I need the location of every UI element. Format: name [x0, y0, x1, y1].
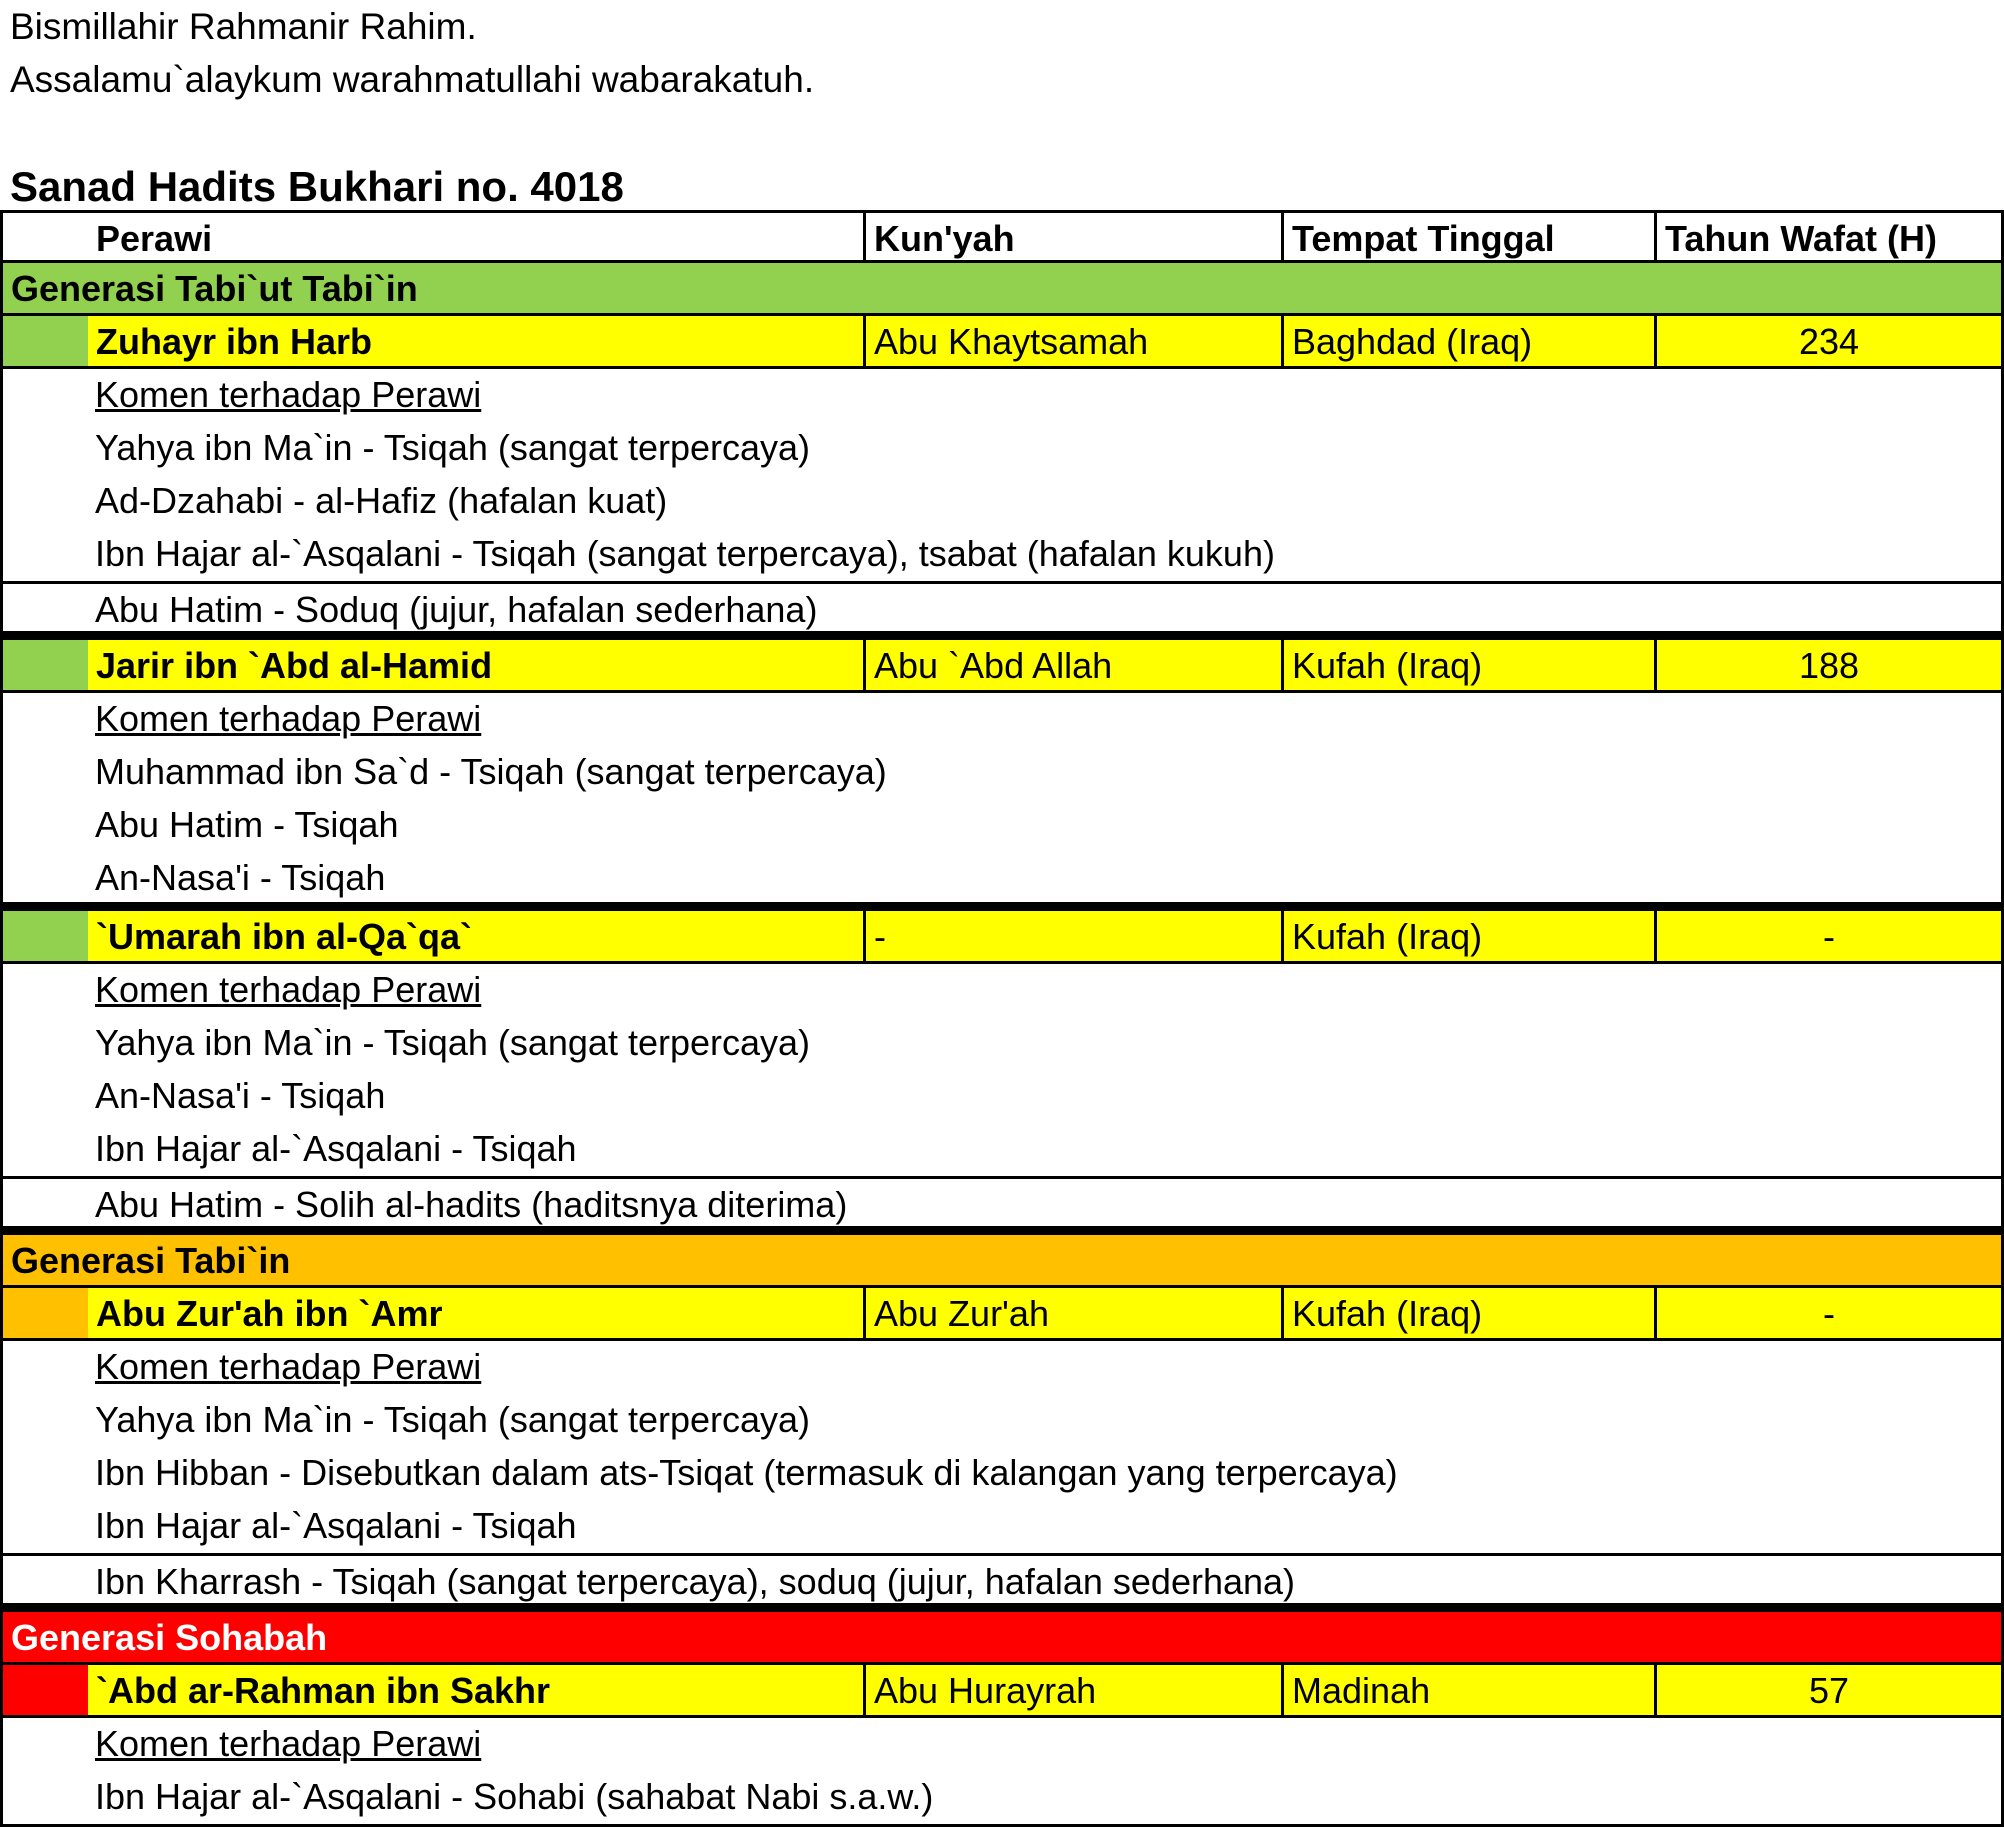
column-header-kunyah: Kun'yah — [863, 213, 1281, 260]
narrator-row — [0, 316, 2004, 369]
narrator-name: Zuhayr ibn Harb — [88, 316, 863, 366]
narrator-tempat: Kufah (Iraq) — [1281, 640, 1654, 690]
narrator-tempat: Kufah (Iraq) — [1281, 1288, 1654, 1338]
narrator-wafat: - — [1654, 911, 2001, 961]
narrator-wafat: - — [1654, 1288, 2001, 1338]
narrator-name: Jarir ibn `Abd al-Hamid — [88, 640, 863, 690]
comment-line: An-Nasa'i - Tsiqah — [0, 1070, 2004, 1123]
narrator-name: `Abd ar-Rahman ibn Sakhr — [88, 1665, 863, 1715]
narrator-name: Abu Zur'ah ibn `Amr — [88, 1288, 863, 1338]
sanad-table — [0, 210, 2004, 1827]
narrator-wafat: 57 — [1654, 1665, 2001, 1715]
comment-line: Abu Hatim - Tsiqah — [0, 799, 2004, 852]
comment-line: Ibn Hajar al-`Asqalani - Tsiqah — [0, 1500, 2004, 1553]
comment-line: Yahya ibn Ma`in - Tsiqah (sangat terpercaya) — [0, 1394, 2004, 1447]
comment-line: Abu Hatim - Soduq (jujur, hafalan sederhana) — [0, 581, 2004, 640]
comment-line: Yahya ibn Ma`in - Tsiqah (sangat terpercaya) — [0, 422, 2004, 475]
intro-line-1: Bismillahir Rahmanir Rahim. — [10, 6, 477, 47]
comment-line: Yahya ibn Ma`in - Tsiqah (sangat terpercaya) — [0, 1017, 2004, 1070]
comment-heading: Komen terhadap Perawi — [0, 1718, 2004, 1771]
narrator-tempat: Baghdad (Iraq) — [1281, 316, 1654, 366]
narrator-kunyah: Abu Khaytsamah — [863, 316, 1281, 366]
table-header-row — [0, 210, 2004, 263]
comment-heading: Komen terhadap Perawi — [0, 693, 2004, 746]
page-title: Sanad Hadits Bukhari no. 4018 — [10, 163, 624, 210]
comment-line: Abu Hatim - Solih al-hadits (haditsnya diterima) — [0, 1176, 2004, 1235]
generation-header: Generasi Tabi`in — [0, 1235, 2004, 1288]
narrator-row — [0, 911, 2004, 964]
column-header-perawi: Perawi — [96, 218, 213, 259]
column-header-wafat: Tahun Wafat (H) — [1654, 213, 2001, 260]
comment-line: Ad-Dzahabi - al-Hafiz (hafalan kuat) — [0, 475, 2004, 528]
comment-line: Muhammad ibn Sa`d - Tsiqah (sangat terpercaya) — [0, 746, 2004, 799]
narrator-kunyah: - — [863, 911, 1281, 961]
comment-heading: Komen terhadap Perawi — [0, 369, 2004, 422]
narrator-name: `Umarah ibn al-Qa`qa` — [88, 911, 863, 961]
narrator-tempat: Madinah — [1281, 1665, 1654, 1715]
comment-line: Ibn Hajar al-`Asqalani - Tsiqah (sangat terpercaya), tsabat (hafalan kukuh) — [0, 528, 2004, 581]
generation-header: Generasi Tabi`ut Tabi`in — [0, 263, 2004, 316]
comment-heading: Komen terhadap Perawi — [0, 964, 2004, 1017]
comment-heading: Komen terhadap Perawi — [0, 1341, 2004, 1394]
narrator-row — [0, 1665, 2004, 1718]
narrator-row — [0, 640, 2004, 693]
narrator-row — [0, 1288, 2004, 1341]
generation-marker — [3, 316, 88, 366]
narrator-kunyah: Abu `Abd Allah — [863, 640, 1281, 690]
narrator-kunyah: Abu Zur'ah — [863, 1288, 1281, 1338]
narrator-wafat: 188 — [1654, 640, 2001, 690]
comment-line: Ibn Hibban - Disebutkan dalam ats-Tsiqat (termasuk di kalangan yang terpercaya) — [0, 1447, 2004, 1500]
narrator-tempat: Kufah (Iraq) — [1281, 911, 1654, 961]
generation-header: Generasi Sohabah — [0, 1612, 2004, 1665]
generation-marker — [3, 911, 88, 961]
comment-line: An-Nasa'i - Tsiqah — [0, 852, 2004, 911]
column-header-tempat: Tempat Tinggal — [1281, 213, 1654, 260]
generation-marker — [3, 640, 88, 690]
generation-marker — [3, 1665, 88, 1715]
comment-line: Ibn Kharrash - Tsiqah (sangat terpercaya), soduq (jujur, hafalan sederhana) — [0, 1553, 2004, 1612]
comment-line: Ibn Hajar al-`Asqalani - Sohabi (sahabat Nabi s.a.w.) — [0, 1771, 2004, 1827]
intro-line-2: Assalamu`alaykum warahmatullahi wabarakatuh. — [10, 59, 815, 100]
narrator-wafat: 234 — [1654, 316, 2001, 366]
comment-line: Ibn Hajar al-`Asqalani - Tsiqah — [0, 1123, 2004, 1176]
generation-marker — [3, 1288, 88, 1338]
narrator-kunyah: Abu Hurayrah — [863, 1665, 1281, 1715]
